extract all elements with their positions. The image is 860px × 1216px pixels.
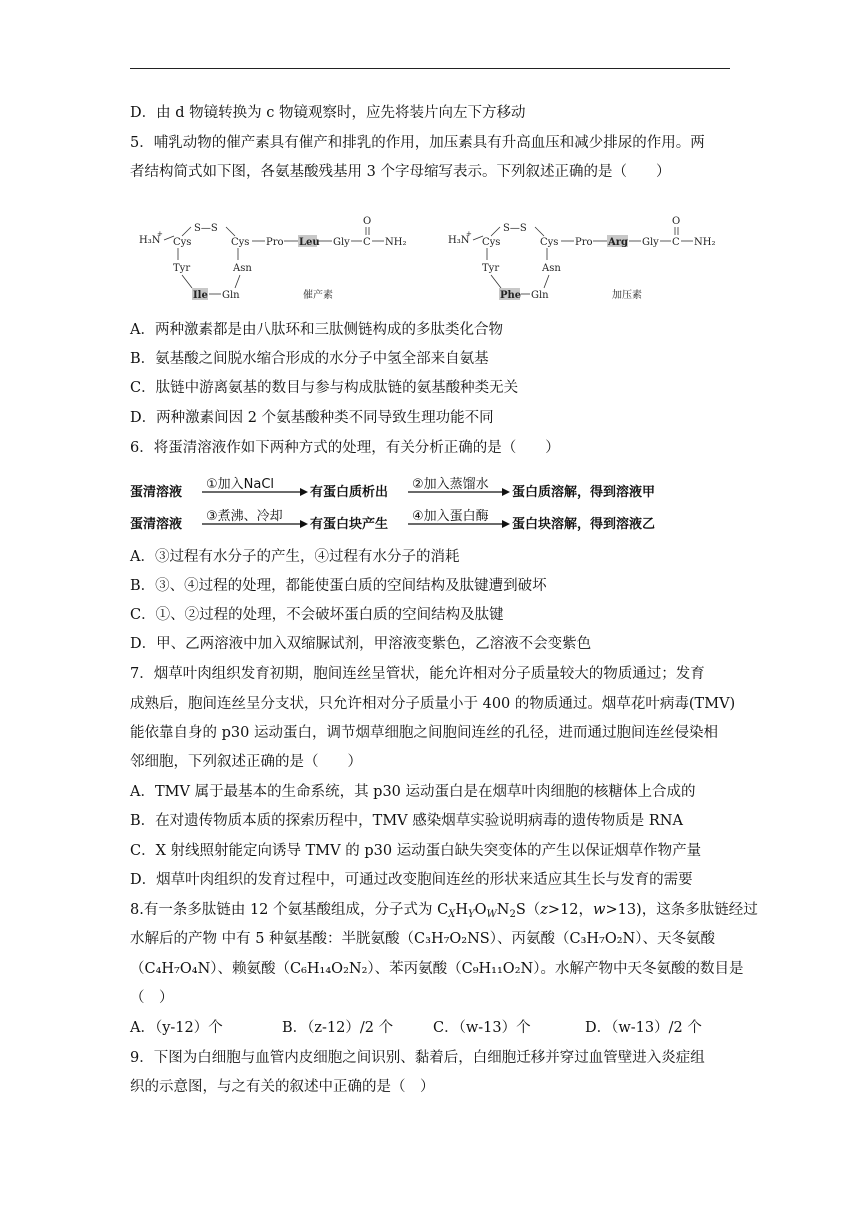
q7-option-d: D．烟草叶肉组织的发育过程中，可通过改变胞间连丝的形状来适应其生长与发育的需要: [130, 872, 693, 888]
q8-text-tail: >13)，这条多肽链经过: [605, 902, 758, 918]
sub-y: Y: [468, 909, 475, 920]
row2-start: 蛋清溶液: [130, 517, 183, 532]
asn-label: Asn: [542, 263, 561, 274]
q8-stem-line1: [130, 900, 758, 925]
carbonyl-c-label: C: [363, 237, 371, 248]
q6-option-b: B．③、④过程的处理，都能使蛋白质的空间结构及肽键遭到破坏: [130, 578, 547, 594]
q6-process-flow: [130, 474, 690, 536]
disulfide-label: S—S: [194, 223, 218, 234]
q5-stem-line2: 者结构简式如下图，各氨基酸残基用 3 个字母缩写表示。下列叙述正确的是（ ）: [130, 164, 671, 180]
q7-option-c: C．X 射线照射能定向诱导 TMV 的 p30 运动蛋白缺失突变体的产生以保证烟草作物产量: [130, 843, 702, 859]
var-w: w: [593, 902, 606, 918]
ile-label: Ile: [193, 290, 208, 301]
nh2-label: NH₂: [694, 237, 716, 248]
q8-stem-line3: （C₄H₇O₄N）、赖氨酸（C₆H₁₄O₂N₂）、苯丙氨酸（C₉H₁₁O₂N）。水解产物中天冬氨酸的数目是: [130, 961, 744, 977]
row1-start: 蛋清溶液: [130, 485, 183, 500]
disulfide-label: S—S: [503, 223, 527, 234]
q8-text-gt12: >12，: [547, 902, 594, 918]
n-terminus-label: H₃N: [139, 235, 161, 246]
sub-2: 2: [509, 909, 516, 920]
q8-text-a: 8.有一条多肽链由 12 个氨基酸组成，分子式为 C: [130, 902, 449, 918]
q9-stem-line2: 织的示意图，与之有关的叙述中正确的是（ ）: [130, 1079, 435, 1095]
q7-stem-line1: 7．烟草叶肉组织发育初期，胞间连丝呈管状，能允许相对分子质量较大的物质通过；发育: [130, 666, 705, 682]
q6-option-c: C．①、②过程的处理，不会破坏蛋白质的空间结构及肽键: [130, 607, 504, 623]
elem-o: O: [474, 902, 487, 918]
svg-text:+: +: [157, 230, 163, 238]
row2-end: 蛋白块溶解，得到溶液乙: [512, 517, 656, 532]
q8-stem-line4: （ ）: [130, 990, 174, 1006]
elem-n: N: [496, 902, 510, 918]
gly-label: Gly: [333, 237, 350, 248]
gln-label: Gln: [531, 290, 549, 301]
q8-option-b: B．（z-12）/2 个: [282, 1020, 394, 1036]
oxytocin-structure: [139, 216, 406, 301]
vasopressin-name: 加压素: [612, 290, 642, 301]
vasopressin-structure: [448, 216, 715, 301]
row2-step2: ④加入蛋白酶: [412, 509, 489, 524]
leu-label: Leu: [299, 237, 320, 248]
elem-h: H: [455, 902, 468, 918]
n-terminus-label: H₃N: [448, 235, 470, 246]
q5-option-a: A．两种激素都是由八肽环和三肽侧链构成的多肽类化合物: [130, 322, 503, 338]
q7-stem-line3: 能依靠自身的 p30 运动蛋白，调节烟草细胞之间胞间连丝的孔径，进而通过胞间连丝侵染相: [130, 725, 718, 741]
nh2-label: NH₂: [385, 237, 407, 248]
q5-stem-line1: 5．哺乳动物的催产素具有催产和排乳的作用，加压素具有升高血压和减少排尿的作用。两: [130, 135, 705, 151]
oxytocin-name: 催产素: [303, 290, 333, 301]
q8-option-d: D．（w-13）/2 个: [585, 1020, 702, 1036]
cys1-label: Cys: [482, 237, 501, 248]
q5-option-b: B．氨基酸之间脱水缩合形成的水分子中氢全部来自氨基: [130, 351, 489, 367]
tyr-label: Tyr: [482, 263, 500, 274]
asn-label: Asn: [233, 263, 252, 274]
q5-option-d: D．两种激素间因 2 个氨基酸种类不同导致生理功能不同: [130, 410, 494, 426]
flow-row-2: [130, 508, 655, 532]
row1-end: 蛋白质溶解，得到溶液甲: [512, 485, 656, 500]
q5-peptide-figure: [130, 208, 730, 308]
arg-label: Arg: [608, 237, 629, 248]
oxygen-label: O: [363, 216, 372, 227]
q7-stem-line2: 成熟后，胞间连丝呈分支状，只允许相对分子质量小于 400 的物质通过。烟草花叶病毒(TMV): [130, 696, 736, 712]
row1-step2: ②加入蒸馏水: [412, 477, 489, 492]
pro-label: Pro: [266, 237, 284, 248]
elem-s: S（: [515, 902, 541, 918]
phe-label: Phe: [500, 290, 522, 301]
cys1-label: Cys: [173, 237, 192, 248]
pro-label: Pro: [575, 237, 593, 248]
gly-label: Gly: [642, 237, 659, 248]
svg-text:+: +: [466, 230, 472, 238]
var-z: z: [540, 902, 548, 918]
q6-option-a: A．③过程有水分子的产生，④过程有水分子的消耗: [130, 549, 460, 565]
q4-option-d: D．由 d 物镜转换为 c 物镜观察时，应先将装片向左下方移动: [130, 105, 526, 121]
q7-option-b: B．在对遗传物质本质的探索历程中，TMV 感染烟草实验说明病毒的遗传物质是 RNA: [130, 813, 683, 829]
q5-option-c: C．肽链中游离氨基的数目与参与构成肽链的氨基酸种类无关: [130, 380, 519, 396]
header-rule: [130, 68, 730, 69]
q8-option-c: C．（w-13）个: [433, 1020, 531, 1036]
gln-label: Gln: [222, 290, 240, 301]
oxygen-label: O: [672, 216, 681, 227]
flow-row-1: [130, 476, 655, 500]
row2-step1: ③煮沸、冷却: [206, 509, 283, 524]
carbonyl-c-label: C: [672, 237, 680, 248]
sub-w: W: [486, 909, 497, 920]
q7-stem-line4: 邻细胞，下列叙述正确的是（ ）: [130, 754, 362, 770]
q6-stem: 6．将蛋清溶液作如下两种方式的处理，有关分析正确的是（ ）: [130, 440, 560, 456]
q8-option-a: A．（y-12）个: [130, 1020, 223, 1036]
row2-mid: 有蛋白块产生: [310, 517, 389, 532]
tyr-label: Tyr: [173, 263, 191, 274]
q9-stem-line1: 9．下图为白细胞与血管内皮细胞之间识别、黏着后，白细胞迁移并穿过血管壁进入炎症组: [130, 1050, 705, 1066]
sub-x: X: [448, 909, 456, 920]
q8-stem-line2: 水解后的产物 中有 5 种氨基酸：半胱氨酸（C₃H₇O₂NS）、丙氨酸（C₃H₇O₂N）、天冬氨酸: [130, 931, 715, 947]
row1-mid: 有蛋白质析出: [310, 485, 389, 500]
cys2-label: Cys: [231, 237, 250, 248]
q6-option-d: D．甲、乙两溶液中加入双缩脲试剂，甲溶液变紫色，乙溶液不会变紫色: [130, 636, 592, 652]
row1-step1: ①加入NaCl: [206, 477, 275, 492]
q7-option-a: A．TMV 属于最基本的生命系统，其 p30 运动蛋白是在烟草叶肉细胞的核糖体上合成的: [130, 784, 696, 800]
cys2-label: Cys: [540, 237, 559, 248]
